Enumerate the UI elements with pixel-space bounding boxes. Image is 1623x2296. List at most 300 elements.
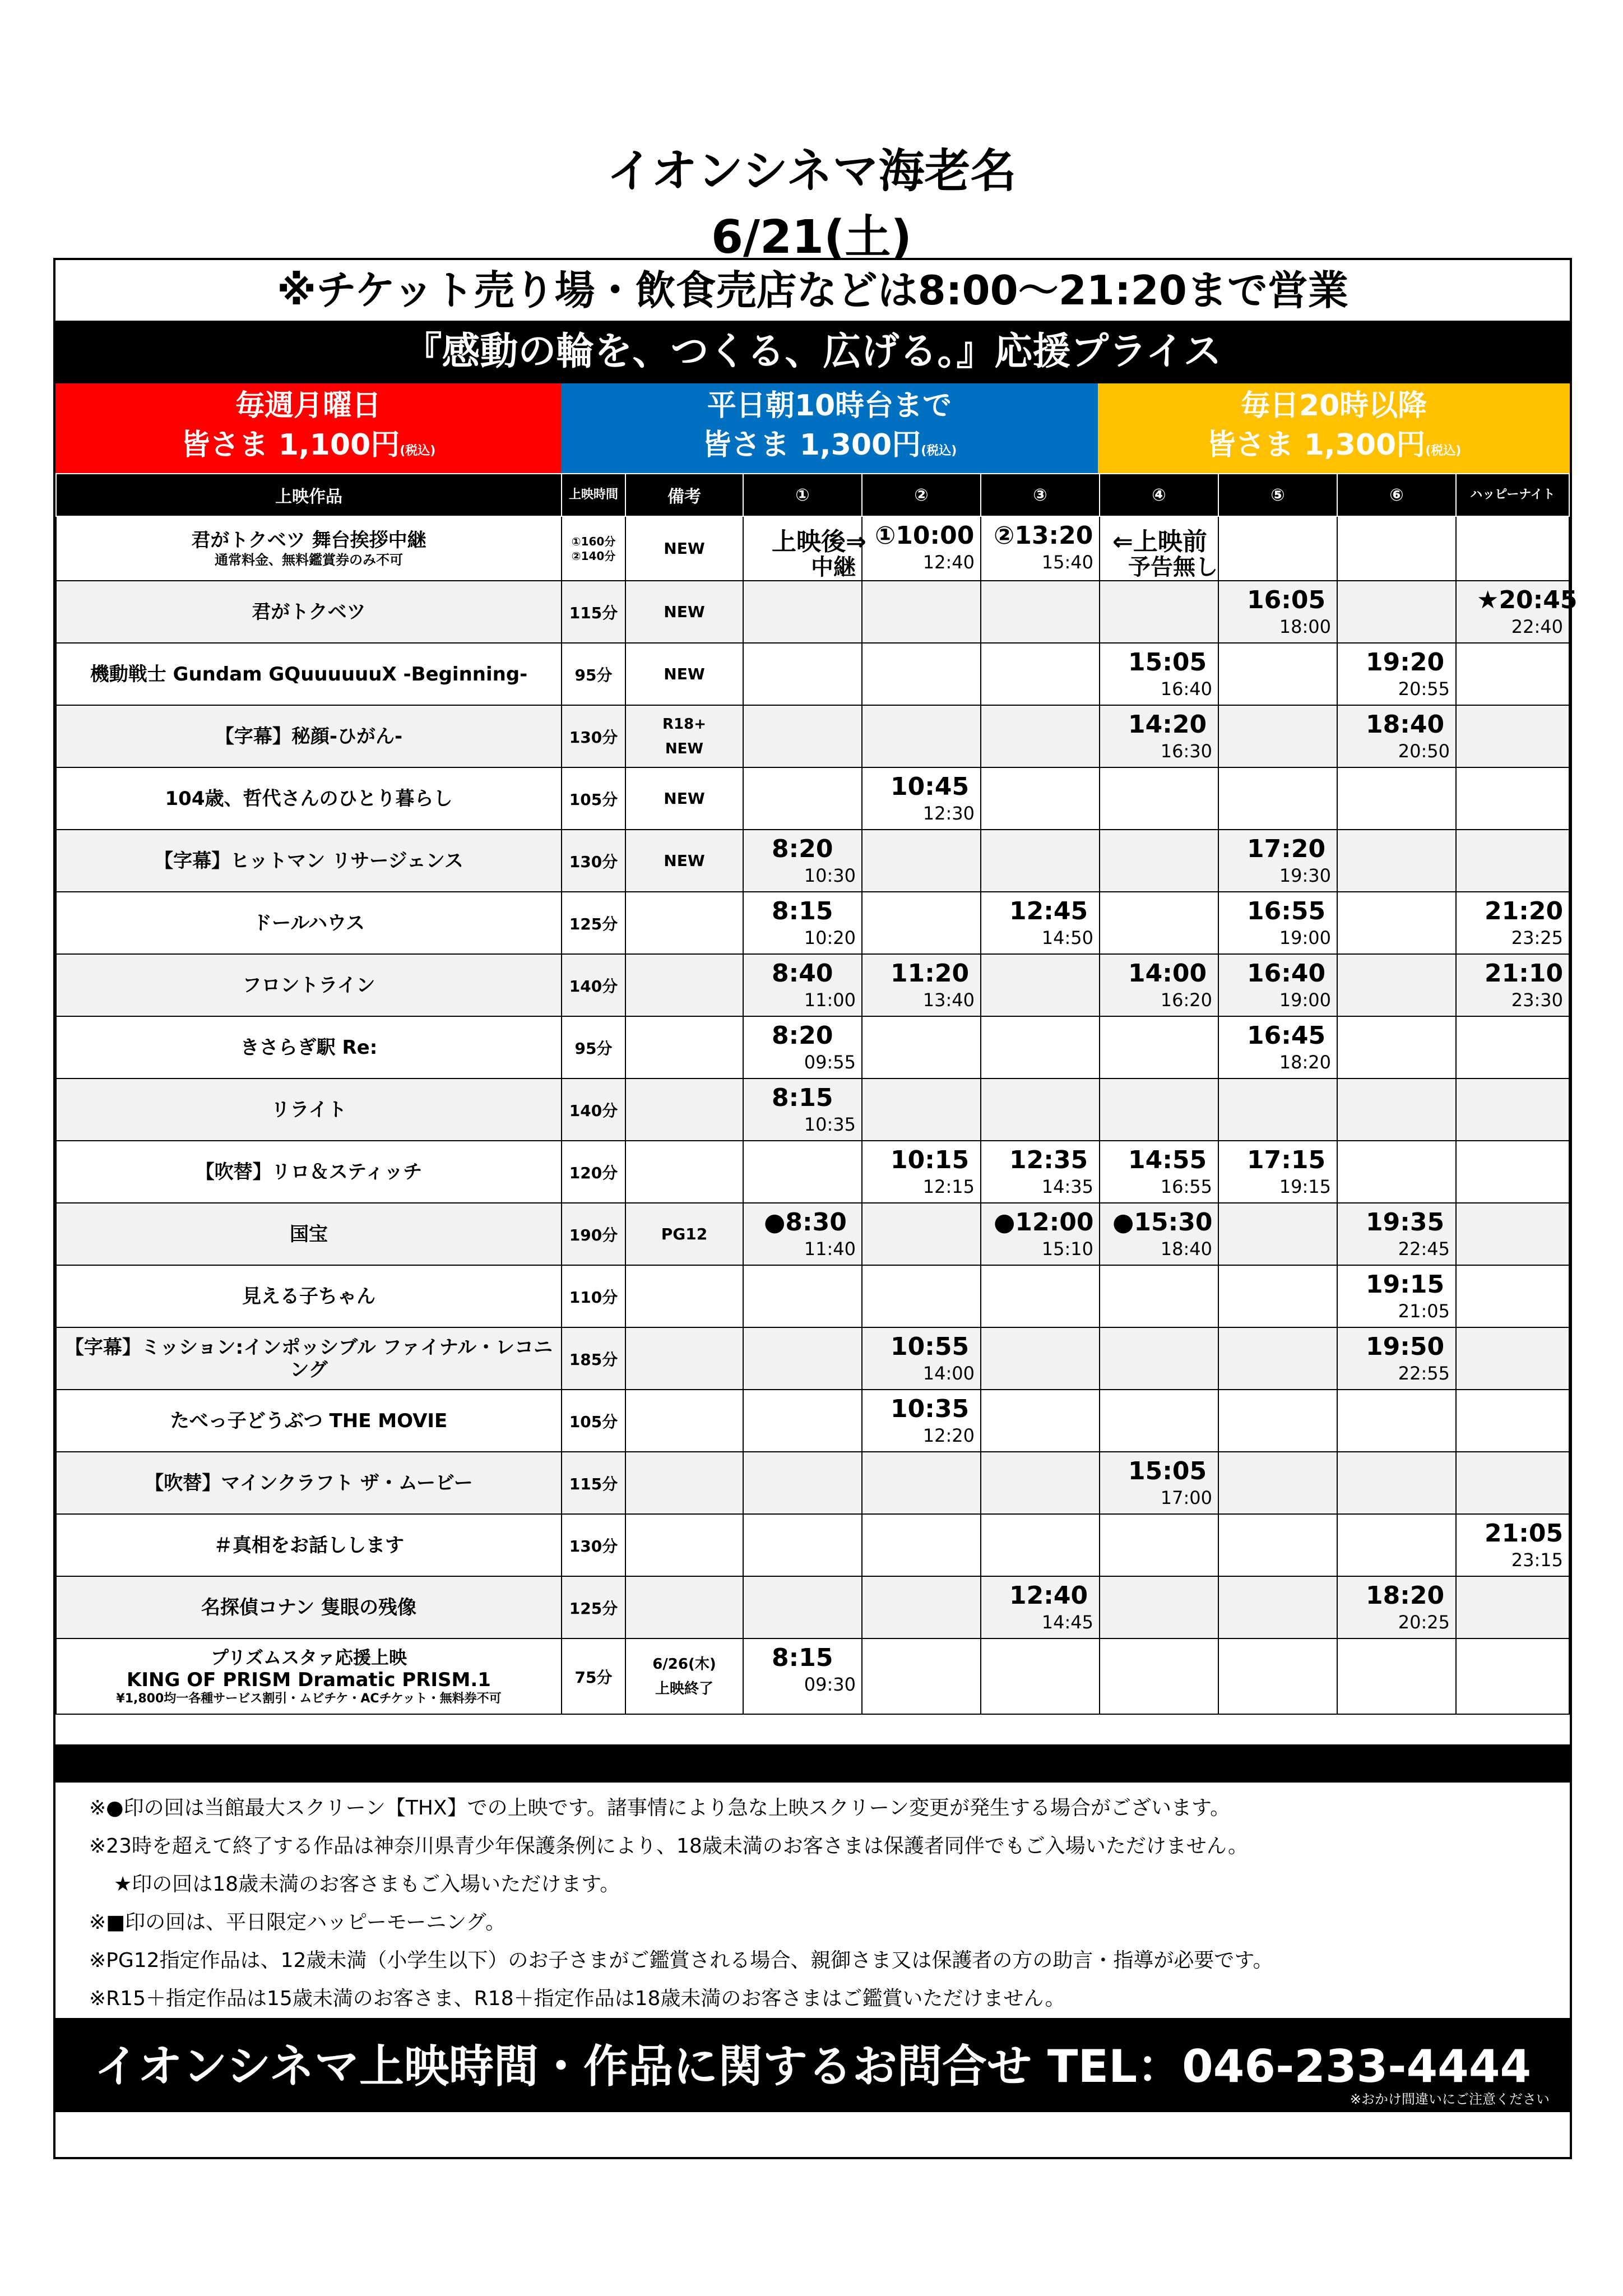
end-time: 20:50 xyxy=(1398,740,1450,762)
film-subtitle: 通常料金、無料鑑賞券のみ不可 xyxy=(215,552,403,568)
slot-2 xyxy=(862,1390,981,1452)
slot-1 xyxy=(743,1078,862,1141)
end-time: 09:30 xyxy=(804,1674,856,1695)
film-title: ＃真相をお話しします xyxy=(56,1514,562,1576)
slot-4 xyxy=(1100,1141,1218,1203)
slot-3 xyxy=(981,1016,1100,1078)
note xyxy=(625,1514,743,1576)
start-time: 10:15 xyxy=(891,1146,970,1174)
runtime: 130分 xyxy=(562,705,625,767)
slot-4 xyxy=(1100,516,1218,581)
campaign-banner: 『感動の輪を、つくる、広げる。』応援プライス xyxy=(55,321,1570,383)
slot-6 xyxy=(1337,1514,1456,1576)
slot-2 xyxy=(862,767,981,830)
table-row xyxy=(56,581,1569,643)
film-title: 君がトクベツ 舞台挨拶中継 通常料金、無料鑑賞券のみ不可 xyxy=(56,516,562,581)
tax-note: (税込) xyxy=(921,443,957,458)
end-time: 10:35 xyxy=(804,1114,856,1135)
slot-3 xyxy=(981,1078,1100,1141)
slot-2 xyxy=(862,1638,981,1714)
start-time: 19:50 xyxy=(1366,1332,1445,1361)
end-time: 19:00 xyxy=(1279,927,1331,948)
col-happy-night: ハッピーナイト xyxy=(1456,474,1569,516)
date-title: 6/21(土) xyxy=(711,211,912,264)
slot-2 xyxy=(862,1265,981,1327)
slot-1 xyxy=(743,1452,862,1514)
film-title: 機動戦士 Gundam GQuuuuuuX -Beginning- xyxy=(56,643,562,705)
slot-happy xyxy=(1456,1141,1569,1203)
runtime: 95分 xyxy=(562,1016,625,1078)
new-badge: NEW xyxy=(665,740,704,757)
slot-5 xyxy=(1218,1141,1337,1203)
film-subtitle: ¥1,800均一各種サービス割引・ムビチケ・ACチケット・無料券不可 xyxy=(116,1691,502,1706)
slot-happy xyxy=(1456,1327,1569,1390)
slot-happy xyxy=(1456,1638,1569,1714)
table-row xyxy=(56,954,1569,1016)
slot-1 xyxy=(743,1514,862,1576)
start-time: ●12:00 xyxy=(994,1208,1094,1237)
film-title: 104歳、哲代さんのひとり暮らし xyxy=(56,767,562,830)
slot-5 xyxy=(1218,830,1337,892)
start-time: 21:20 xyxy=(1485,897,1564,925)
slot-happy xyxy=(1456,1078,1569,1141)
note xyxy=(625,1141,743,1203)
tax-note: (税込) xyxy=(1425,443,1462,458)
slot-6 xyxy=(1337,1638,1456,1714)
note-line: ※■印の回は、平日限定ハッピーモーニング。 xyxy=(89,1911,506,1934)
slot-3 xyxy=(981,1265,1100,1327)
slot-3 xyxy=(981,705,1100,767)
price-panels xyxy=(55,383,1570,473)
start-time: 21:05 xyxy=(1485,1519,1564,1548)
note: NEW xyxy=(625,516,743,581)
note: NEW xyxy=(625,767,743,830)
slot-2 xyxy=(862,1078,981,1141)
slot-2 xyxy=(862,1327,981,1390)
slot-4 xyxy=(1100,581,1218,643)
price-panel-morning xyxy=(561,383,1098,473)
slot-6 xyxy=(1337,954,1456,1016)
slot-happy xyxy=(1456,1452,1569,1514)
end-time: 23:30 xyxy=(1511,989,1563,1011)
runtime: 125分 xyxy=(562,1576,625,1638)
contact-footer xyxy=(55,2018,1570,2112)
slot-1 xyxy=(743,1016,862,1078)
slot-5 xyxy=(1218,1327,1337,1390)
end-time: 23:15 xyxy=(1511,1549,1563,1571)
slot-4 xyxy=(1100,1265,1218,1327)
note-line: ※PG12指定作品は、12歳未満（小学生以下）のお子さまがご鑑賞される場合、親御さま又は保護者の方の助言・指導が必要です。 xyxy=(89,1949,1273,1972)
slot-2 xyxy=(862,1514,981,1576)
start-time: ①10:00 xyxy=(875,521,975,550)
start-time: ●8:30 xyxy=(764,1208,847,1237)
slot-4 xyxy=(1100,1078,1218,1141)
price-label: 毎日20時以降 xyxy=(1240,388,1427,423)
start-time: 10:35 xyxy=(891,1395,970,1423)
slot-5 xyxy=(1218,1638,1337,1714)
end-time: 15:10 xyxy=(1041,1238,1093,1260)
divider-bar xyxy=(55,1744,1570,1783)
note xyxy=(625,1390,743,1452)
slot-5 xyxy=(1218,1576,1337,1638)
slot-4 xyxy=(1100,1016,1218,1078)
slot-5 xyxy=(1218,1452,1337,1514)
slot-5 xyxy=(1218,643,1337,705)
start-time: 16:45 xyxy=(1247,1021,1326,1050)
runtime: 125分 xyxy=(562,892,625,954)
film-title: 国宝 xyxy=(56,1203,562,1265)
slot-5 xyxy=(1218,581,1337,643)
start-time: ●15:30 xyxy=(1112,1208,1213,1237)
table-row xyxy=(56,1452,1569,1514)
slot-3 xyxy=(981,1514,1100,1576)
start-time: 10:55 xyxy=(891,1332,970,1361)
slot-6 xyxy=(1337,1452,1456,1514)
end-time: 21:05 xyxy=(1398,1300,1450,1322)
slot-3 xyxy=(981,1141,1100,1203)
schedule-table xyxy=(55,473,1578,1715)
note xyxy=(625,1452,743,1514)
start-time: ★20:45 xyxy=(1477,586,1578,614)
end-time: 16:40 xyxy=(1160,678,1212,700)
slot-1 xyxy=(743,516,866,581)
end-time: 17:00 xyxy=(1160,1487,1212,1508)
end-time: 15:40 xyxy=(1041,552,1093,573)
table-row xyxy=(56,1141,1569,1203)
slot-6 xyxy=(1337,1016,1456,1078)
end-time: 22:40 xyxy=(1511,616,1563,637)
film-title: きさらぎ駅 Re: xyxy=(56,1016,562,1078)
slot-2 xyxy=(862,1203,981,1265)
film-title: 見える子ちゃん xyxy=(56,1265,562,1327)
end-time: 18:00 xyxy=(1279,616,1331,637)
slot-4 xyxy=(1100,1452,1218,1514)
contact-line: イオンシネマ上映時間・作品に関するお問合せ TEL：046-233-4444 xyxy=(94,2040,1532,2093)
slot-6 xyxy=(1337,1141,1456,1203)
slot-text: 中継 xyxy=(811,554,856,580)
slot-5 xyxy=(1218,1203,1337,1265)
slot-text: 上映後⇒ xyxy=(772,527,866,556)
slot-6 xyxy=(1337,643,1456,705)
col-slot-1: ① xyxy=(743,474,862,516)
table-row xyxy=(56,1078,1569,1141)
note xyxy=(625,705,743,767)
slot-6 xyxy=(1337,830,1456,892)
end-time: 14:00 xyxy=(922,1363,975,1384)
slot-happy xyxy=(1456,830,1569,892)
slot-5 xyxy=(1218,516,1337,581)
slot-5 xyxy=(1218,1514,1337,1576)
slot-2 xyxy=(862,516,981,581)
price-value: 皆さま 1,300円(税込) xyxy=(702,428,957,462)
note: 6/26(木) 上映終了 xyxy=(625,1638,743,1714)
tel-number: ：046-233-4444 xyxy=(1137,2040,1532,2093)
slot-2 xyxy=(862,954,981,1016)
film-title: フロントライン xyxy=(56,954,562,1016)
hours-banner: ※チケット売り場・飲食売店などは8:00～21:20まで営業 xyxy=(277,267,1348,314)
end-time: 19:15 xyxy=(1279,1176,1331,1197)
slot-3 xyxy=(981,581,1100,643)
start-time: 8:15 xyxy=(772,1644,833,1672)
end-time: 16:55 xyxy=(1160,1176,1212,1197)
start-time: 19:20 xyxy=(1366,648,1445,677)
col-film: 上映作品 xyxy=(56,474,562,516)
slot-3 xyxy=(981,1638,1100,1714)
slot-happy xyxy=(1456,643,1569,705)
price-value: 皆さま 1,100円(税込) xyxy=(180,428,436,462)
end-time: 11:40 xyxy=(804,1238,856,1260)
film-title: 【字幕】秘顔-ひがん- xyxy=(56,705,562,767)
runtime: 185分 xyxy=(562,1327,625,1390)
slot-6 xyxy=(1337,516,1456,581)
slot-4 xyxy=(1100,1327,1218,1390)
end-time: 12:15 xyxy=(922,1176,975,1197)
slot-3 xyxy=(981,516,1100,581)
table-header xyxy=(56,474,1569,516)
start-time: 16:55 xyxy=(1247,897,1326,925)
slot-5 xyxy=(1218,1078,1337,1141)
tax-note: (税込) xyxy=(400,443,436,458)
slot-1 xyxy=(743,643,862,705)
slot-4 xyxy=(1100,1576,1218,1638)
slot-2 xyxy=(862,892,981,954)
runtime: 95分 xyxy=(562,643,625,705)
note xyxy=(625,1265,743,1327)
slot-1 xyxy=(743,1265,862,1327)
notes-section xyxy=(89,1789,1535,2018)
slot-6 xyxy=(1337,705,1456,767)
table-row xyxy=(56,830,1569,892)
slot-5 xyxy=(1218,954,1337,1016)
start-time: 12:45 xyxy=(1009,897,1088,925)
slot-3 xyxy=(981,1203,1100,1265)
table-row xyxy=(56,1576,1569,1638)
slot-5 xyxy=(1218,892,1337,954)
slot-4 xyxy=(1100,892,1218,954)
tel-label: TEL xyxy=(1047,2040,1138,2093)
slot-1 xyxy=(743,892,862,954)
start-time: 11:20 xyxy=(891,959,970,988)
note-line: ※●印の回は当館最大スクリーン【THX】での上映です。諸事情により急な上映スクリーン変更が発生する場合がございます。 xyxy=(89,1797,1231,1820)
film-title: 【字幕】ミッション:インポッシブル ファイナル・レコニング xyxy=(56,1327,562,1390)
note xyxy=(625,892,743,954)
slot-1 xyxy=(743,954,862,1016)
slot-happy xyxy=(1456,1016,1569,1078)
table-row xyxy=(56,1203,1569,1265)
slot-6 xyxy=(1337,581,1456,643)
end-time: 10:20 xyxy=(804,927,856,948)
table-row xyxy=(56,516,1569,581)
col-slot-3: ③ xyxy=(981,474,1100,516)
start-time: 17:20 xyxy=(1247,835,1326,863)
slot-happy xyxy=(1456,1514,1569,1576)
slot-6 xyxy=(1337,1203,1456,1265)
slot-happy xyxy=(1456,767,1569,830)
rating-badge: R18+ xyxy=(662,715,706,733)
end-time: 10:30 xyxy=(804,865,856,886)
price-panel-monday xyxy=(55,383,561,473)
slot-3 xyxy=(981,767,1100,830)
end-time: 20:25 xyxy=(1398,1612,1450,1633)
slot-happy xyxy=(1456,1203,1569,1265)
note xyxy=(625,1078,743,1141)
slot-4 xyxy=(1100,705,1218,767)
start-time: ②13:20 xyxy=(994,521,1093,550)
end-time: 14:35 xyxy=(1041,1176,1093,1197)
end-time: 16:30 xyxy=(1160,740,1212,762)
slot-happy xyxy=(1456,1265,1569,1327)
slot-1 xyxy=(743,767,862,830)
slot-6 xyxy=(1337,892,1456,954)
slot-2 xyxy=(862,1016,981,1078)
col-note: 備考 xyxy=(625,474,743,516)
end-time: 12:20 xyxy=(922,1425,975,1446)
runtime: 140分 xyxy=(562,1078,625,1141)
slot-4 xyxy=(1100,643,1218,705)
slot-happy xyxy=(1456,1390,1569,1452)
note-line: ★印の回は18歳未満のお客さまもご入場いただけます。 xyxy=(114,1873,620,1896)
start-time: 8:15 xyxy=(772,1084,833,1112)
start-time: 12:35 xyxy=(1009,1146,1088,1174)
col-slot-4: ④ xyxy=(1100,474,1218,516)
end-time: 13:40 xyxy=(922,989,975,1011)
slot-4 xyxy=(1100,767,1218,830)
note xyxy=(625,1327,743,1390)
end-time: 22:55 xyxy=(1398,1363,1450,1384)
slot-1 xyxy=(743,1638,862,1714)
end-time: 18:40 xyxy=(1160,1238,1212,1260)
slot-2 xyxy=(862,1576,981,1638)
end-time: 23:25 xyxy=(1511,927,1563,948)
start-time: 12:40 xyxy=(1009,1581,1088,1610)
film-title: 【字幕】ヒットマン リサージェンス xyxy=(56,830,562,892)
note-line: ※R15＋指定作品は15歳未満のお客さま、R18＋指定作品は18歳未満のお客さまはご鑑賞いただけません。 xyxy=(89,1987,1065,2010)
start-time: 14:55 xyxy=(1128,1146,1207,1174)
runtime: 115分 xyxy=(562,1452,625,1514)
film-title: 【吹替】マインクラフト ザ・ムービー xyxy=(56,1452,562,1514)
slot-happy xyxy=(1456,581,1578,643)
schedule-frame xyxy=(53,258,1578,2159)
end-time: 14:50 xyxy=(1041,927,1093,948)
note xyxy=(625,954,743,1016)
note xyxy=(625,1576,743,1638)
start-time: 8:15 xyxy=(772,897,833,925)
runtime: 105分 xyxy=(562,1390,625,1452)
slot-4 xyxy=(1100,1390,1218,1452)
start-time: 10:45 xyxy=(891,772,970,801)
start-time: 8:20 xyxy=(772,835,833,863)
table-row xyxy=(56,1265,1569,1327)
slot-2 xyxy=(862,643,981,705)
slot-happy xyxy=(1456,892,1569,954)
runtime: 75分 xyxy=(562,1638,625,1714)
slot-6 xyxy=(1337,1078,1456,1141)
start-time: 16:40 xyxy=(1247,959,1326,988)
note: NEW xyxy=(625,830,743,892)
runtime: 115分 xyxy=(562,581,625,643)
start-time: 15:05 xyxy=(1128,648,1207,677)
note: PG12 xyxy=(625,1203,743,1265)
start-time: 14:20 xyxy=(1128,710,1207,739)
slot-4 xyxy=(1100,1638,1218,1714)
col-slot-6: ⑥ xyxy=(1337,474,1456,516)
slot-6 xyxy=(1337,1265,1456,1327)
slot-5 xyxy=(1218,767,1337,830)
price-label: 平日朝10時台まで xyxy=(707,388,952,423)
start-time: 17:15 xyxy=(1247,1146,1326,1174)
note-line: ※23時を超えて終了する作品は神奈川県青少年保護条例により、18歳未満のお客さまは保護者同伴でもご入場いただけません。 xyxy=(89,1835,1248,1858)
film-title: ドールハウス xyxy=(56,892,562,954)
slot-happy xyxy=(1456,516,1569,581)
price-value: 皆さま 1,300円(税込) xyxy=(1206,428,1462,462)
slot-1 xyxy=(743,705,862,767)
runtime: 130分 xyxy=(562,830,625,892)
slot-happy xyxy=(1456,705,1569,767)
slot-2 xyxy=(862,830,981,892)
note xyxy=(625,1016,743,1078)
slot-4 xyxy=(1100,954,1218,1016)
runtime: 190分 xyxy=(562,1203,625,1265)
slot-text: 予告無し xyxy=(1128,554,1218,580)
slot-2 xyxy=(862,1452,981,1514)
film-title: リライト xyxy=(56,1078,562,1141)
slot-3 xyxy=(981,1327,1100,1390)
table-row xyxy=(56,1327,1569,1390)
start-time: 21:10 xyxy=(1485,959,1564,988)
slot-3 xyxy=(981,954,1100,1016)
col-runtime: 上映時間 xyxy=(562,474,625,516)
start-time: 8:20 xyxy=(772,1021,833,1050)
slot-5 xyxy=(1218,1390,1337,1452)
slot-1 xyxy=(743,1203,862,1265)
slot-3 xyxy=(981,1452,1100,1514)
end-time: 19:30 xyxy=(1279,865,1331,886)
runtime: 130分 xyxy=(562,1514,625,1576)
slot-happy xyxy=(1456,1576,1569,1638)
slot-3 xyxy=(981,830,1100,892)
slot-3 xyxy=(981,1390,1100,1452)
slot-4 xyxy=(1100,830,1218,892)
slot-1 xyxy=(743,1576,862,1638)
slot-4 xyxy=(1100,1514,1218,1576)
end-time: 09:55 xyxy=(804,1052,856,1073)
price-panel-night xyxy=(1098,383,1570,473)
slot-6 xyxy=(1337,1576,1456,1638)
col-slot-5: ⑤ xyxy=(1218,474,1337,516)
runtime: 105分 xyxy=(562,767,625,830)
start-time: 19:35 xyxy=(1366,1208,1445,1237)
table-row xyxy=(56,767,1569,830)
slot-text: ⇐上映前 xyxy=(1112,527,1207,556)
slot-1 xyxy=(743,1390,862,1452)
table-row xyxy=(56,1016,1569,1078)
start-time: 18:20 xyxy=(1366,1581,1445,1610)
slot-1 xyxy=(743,830,862,892)
slot-happy xyxy=(1456,954,1569,1016)
slot-2 xyxy=(862,581,981,643)
end-time: 12:40 xyxy=(922,552,975,573)
end-time: 18:20 xyxy=(1279,1052,1331,1073)
end-time: 22:45 xyxy=(1398,1238,1450,1260)
col-slot-2: ② xyxy=(862,474,981,516)
table-row xyxy=(56,643,1569,705)
film-title: 【吹替】リロ＆スティッチ xyxy=(56,1141,562,1203)
slot-4 xyxy=(1100,1203,1218,1265)
table-row xyxy=(56,1638,1569,1714)
table-row xyxy=(56,1514,1569,1576)
end-time: 16:20 xyxy=(1160,989,1212,1011)
end-time: 11:00 xyxy=(804,989,856,1011)
